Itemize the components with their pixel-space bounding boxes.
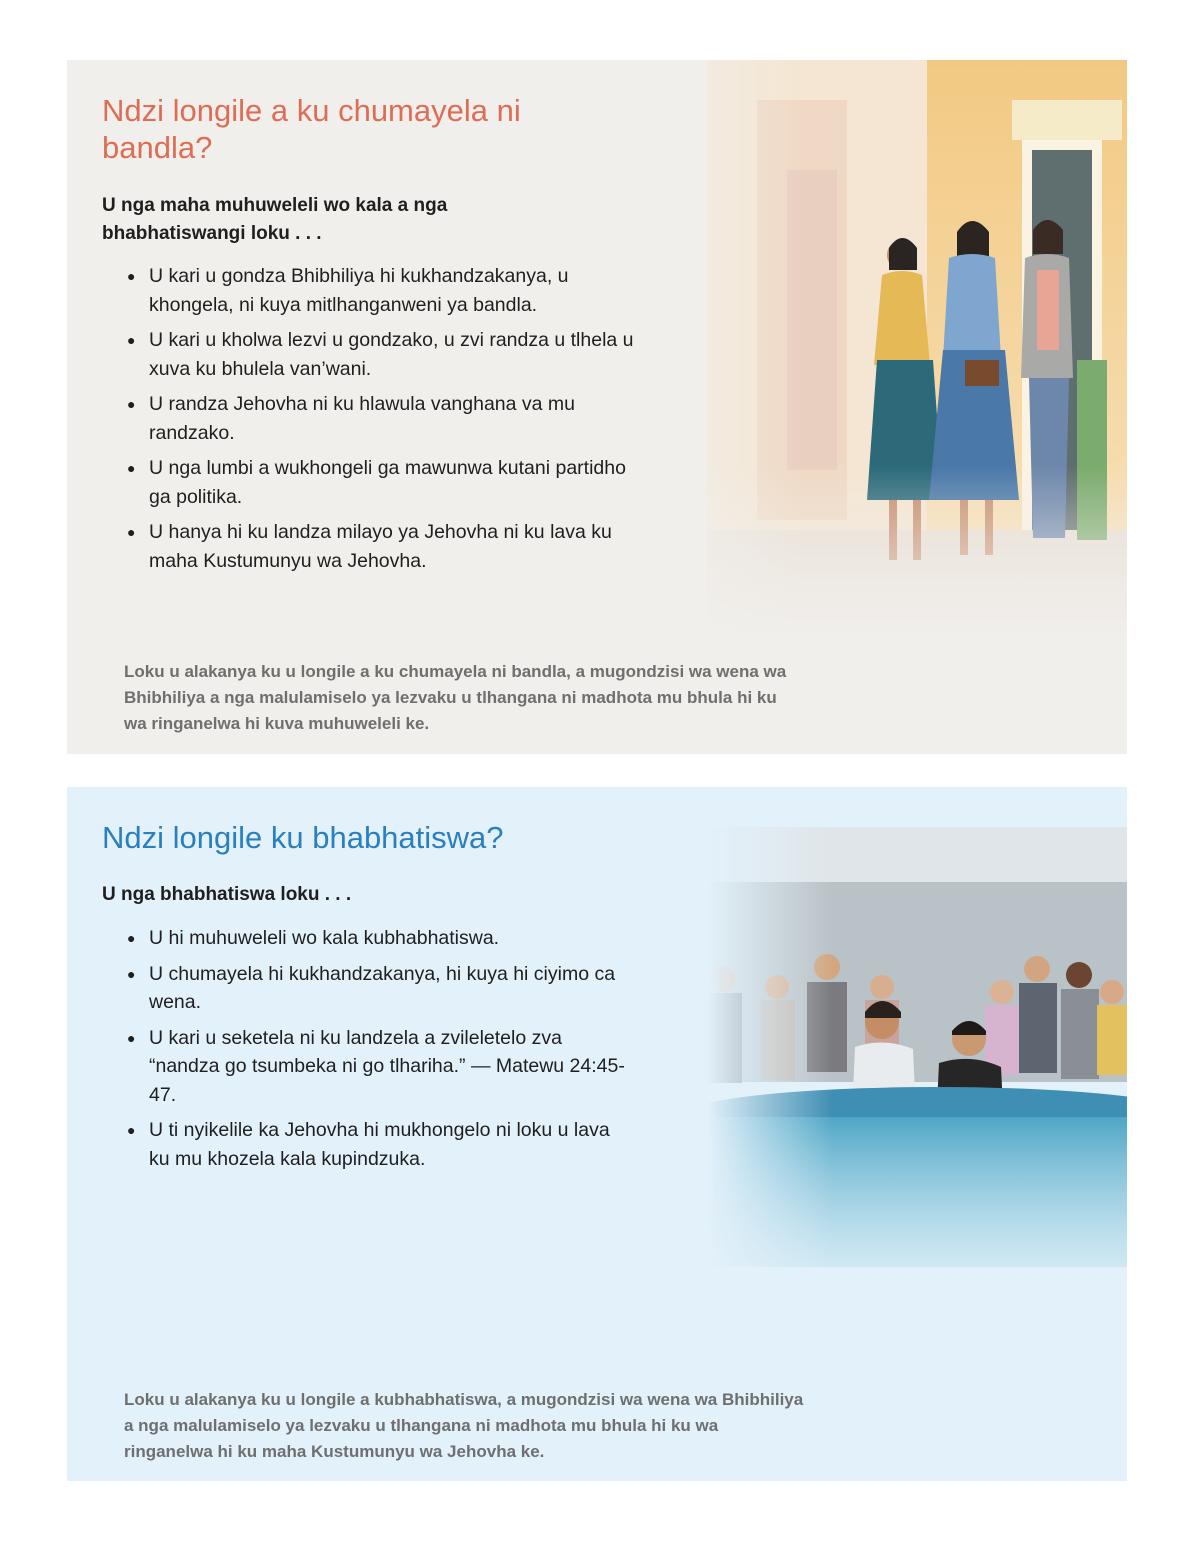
preaching-illustration [627, 60, 1127, 640]
list-item: ● U hi muhuweleli wo kala kubhabhatiswa. [127, 924, 627, 953]
list-item: ● U hanya hi ku landza milayo ya Jehovha ni ku lava ku maha Kustumunyu wa Jehovha. [127, 518, 647, 575]
preaching-readiness-panel [67, 60, 1127, 754]
section-title: Ndzi longile ku bhabhatiswa? [102, 820, 504, 855]
section-title: Ndzi longile a ku chumayela ni bandla? [102, 93, 521, 165]
list-item: ● U kari u gondza Bhibhiliya hi kukhandzakanya, u khongela, ni kuya mitlhanganweni ya bandla. [127, 262, 647, 319]
list-item: ● U randza Jehovha ni ku hlawula vanghana va mu randzako. [127, 390, 647, 447]
section-intro: U nga maha muhuweleli wo kala a nga bhabhatiswangi loku . . . [102, 195, 448, 244]
list-item: ● U kari u seketela ni ku landzela a zvileletelo zva “nandza go tsumbeka ni go tlhariha.” — Matewu 24:45-47. [127, 1024, 627, 1110]
criteria-list [127, 262, 647, 582]
list-item: ● U kari u kholwa lezvi u gondzako, u zvi randza u tlhela u xuva ku bhulela van’wani. [127, 326, 647, 383]
section-note: Loku u alakanya ku u longile a kubhabhatiswa, a mugondzisi wa wena wa Bhibhiliya a nga malulamiselo ya lezvaku u tlhangana ni madhota mu bhula hi ku wa ringanelwa hi ku maha Kustumunyu wa Jehovha ke. [124, 1390, 804, 1461]
list-item: ● U nga lumbi a wukhongeli ga mawunwa kutani partidho ga politika. [127, 454, 647, 511]
list-item: ● U chumayela hi kukhandzakanya, hi kuya hi ciyimo ca wena. [127, 960, 627, 1017]
section-intro: U nga bhabhatiswa loku . . . [102, 884, 352, 905]
list-item: ● U ti nyikelile ka Jehovha hi mukhongelo ni loku u lava ku mu khozela kala kupindzuka. [127, 1116, 627, 1173]
baptism-illustration [707, 807, 1127, 1327]
baptism-readiness-panel [67, 787, 1127, 1481]
section-note: Loku u alakanya ku u longile a ku chumayela ni bandla, a mugondzisi wa wena wa Bhibhiliya a nga malulamiselo ya lezvaku u tlhangana ni madhota mu bhula hi ku wa ringanelwa hi kuva muhuweleli ke. [124, 662, 787, 733]
criteria-list [127, 924, 627, 1180]
